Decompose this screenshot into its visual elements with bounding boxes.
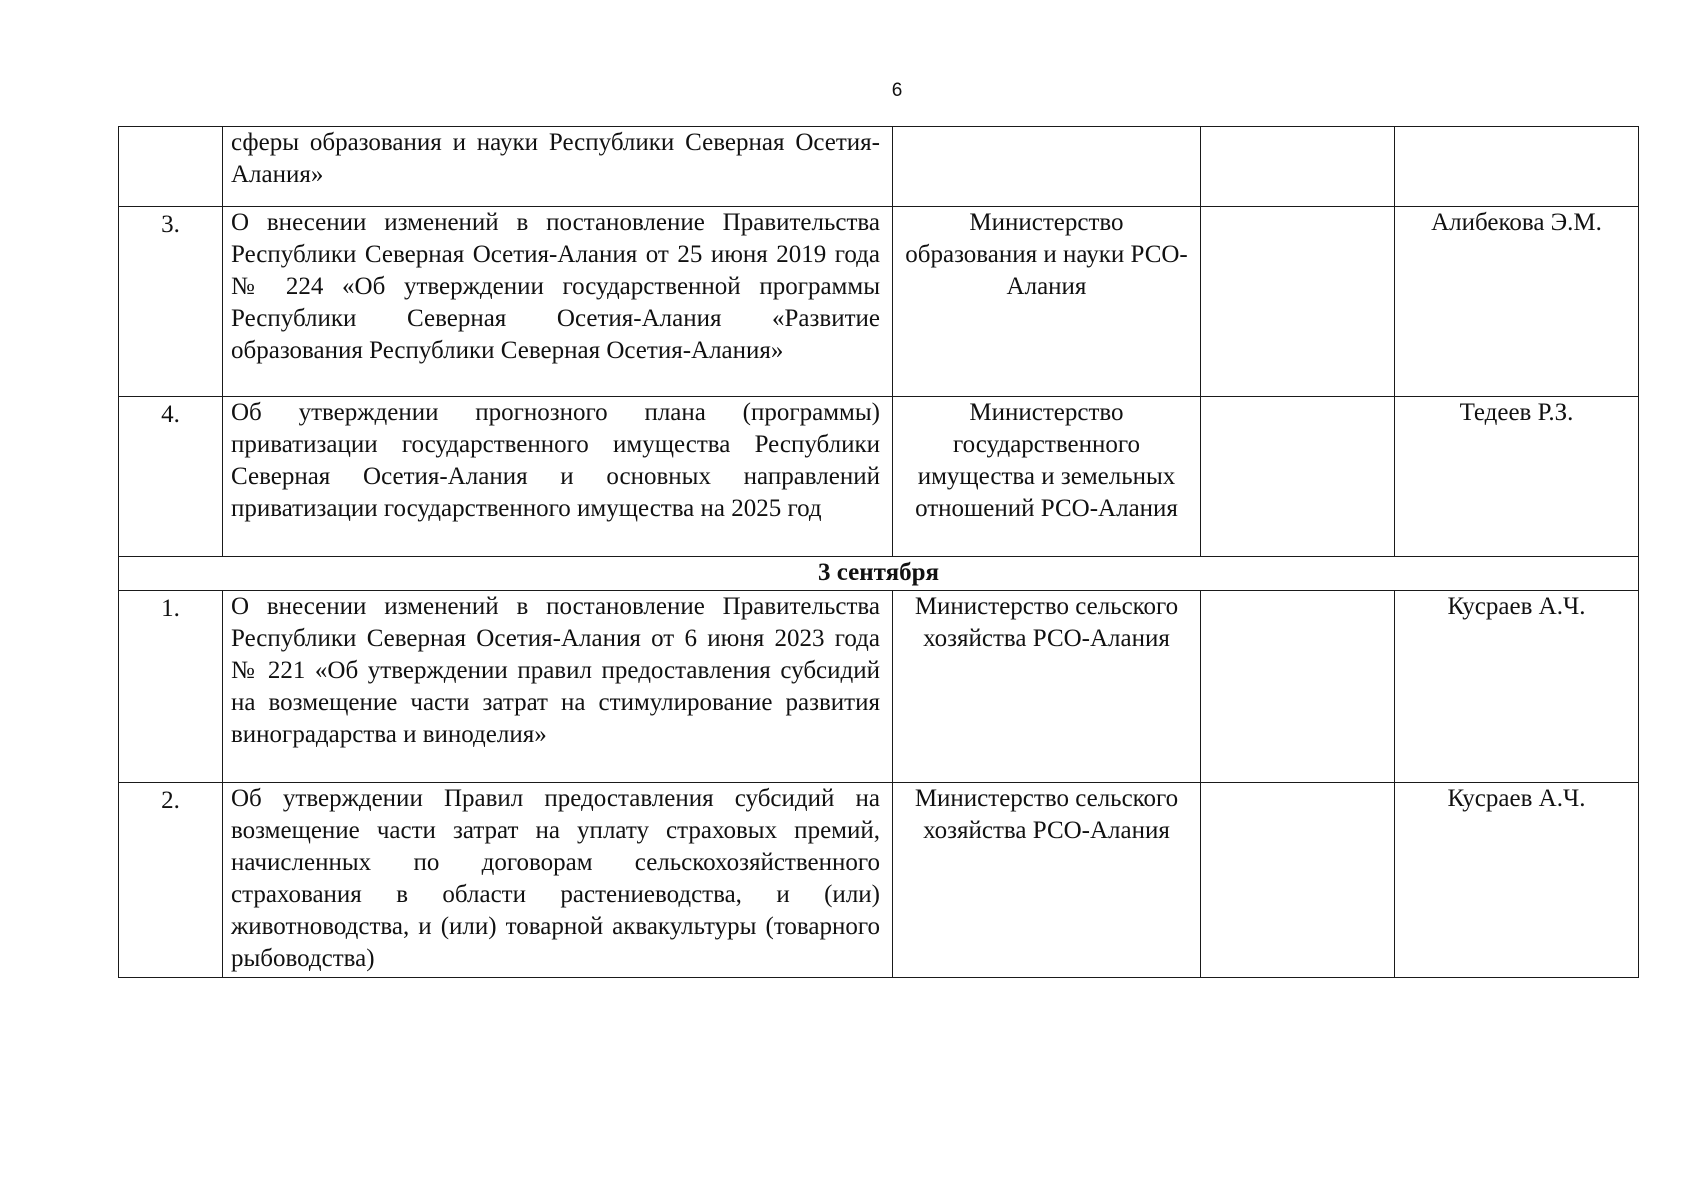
agenda-table xyxy=(118,126,1639,978)
table-row xyxy=(119,397,1639,557)
row-empty-cell xyxy=(1201,591,1395,783)
row-number: 4. xyxy=(119,397,223,557)
table-row xyxy=(119,783,1639,978)
table-row xyxy=(119,591,1639,783)
date-header-row xyxy=(119,557,1639,591)
row-number: 1. xyxy=(119,591,223,783)
row-responsible: Кусраев А.Ч. xyxy=(1395,783,1639,978)
row-department: Министерство образования и науки РСО-Алания xyxy=(893,207,1201,397)
row-responsible: Тедеев Р.З. xyxy=(1395,397,1639,557)
date-header: 3 сентября xyxy=(119,557,1639,591)
row-title: Об утверждении Правил предоставления субсидий на возмещение части затрат на уплату страховых премий, начисленных по договорам сельскохозяйственного страхования в области растениеводства, и (или) животноводства, и (или) товарной аквакультуры (товарного рыбоводства) xyxy=(223,783,893,978)
row-title: О внесении изменений в постановление Правительства Республики Северная Осетия-Алания от 25 июня 2019 года № 224 «Об утверждении государственной программы Республики Северная Осетия-Алания «Развитие образования Республики Северная Осетия-Алания» xyxy=(223,207,893,397)
row-number: 3. xyxy=(119,207,223,397)
row-department xyxy=(893,127,1201,207)
row-number: 2. xyxy=(119,783,223,978)
row-department: Министерство сельского хозяйства РСО-Алания xyxy=(893,783,1201,978)
row-empty-cell xyxy=(1201,207,1395,397)
row-empty-cell xyxy=(1201,397,1395,557)
table-row xyxy=(119,207,1639,397)
row-title: Об утверждении прогнозного плана (программы) приватизации государственного имущества Республики Северная Осетия-Алания и основных направлений приватизации государственного имущества на 2025 год xyxy=(223,397,893,557)
row-department: Министерство государственного имущества и земельных отношений РСО-Алания xyxy=(893,397,1201,557)
row-title: О внесении изменений в постановление Правительства Республики Северная Осетия-Алания от 6 июня 2023 года № 221 «Об утверждении правил предоставления субсидий на возмещение части затрат на стимулирование развития виноградарства и виноделия» xyxy=(223,591,893,783)
page-number: 6 xyxy=(891,80,903,101)
row-empty-cell xyxy=(1201,127,1395,207)
row-title: сферы образования и науки Республики Северная Осетия-Алания» xyxy=(223,127,893,207)
row-department: Министерство сельского хозяйства РСО-Алания xyxy=(893,591,1201,783)
row-responsible: Кусраев А.Ч. xyxy=(1395,591,1639,783)
table-row xyxy=(119,127,1639,207)
row-empty-cell xyxy=(1201,783,1395,978)
row-responsible: Алибекова Э.М. xyxy=(1395,207,1639,397)
row-responsible xyxy=(1395,127,1639,207)
row-number xyxy=(119,127,223,207)
